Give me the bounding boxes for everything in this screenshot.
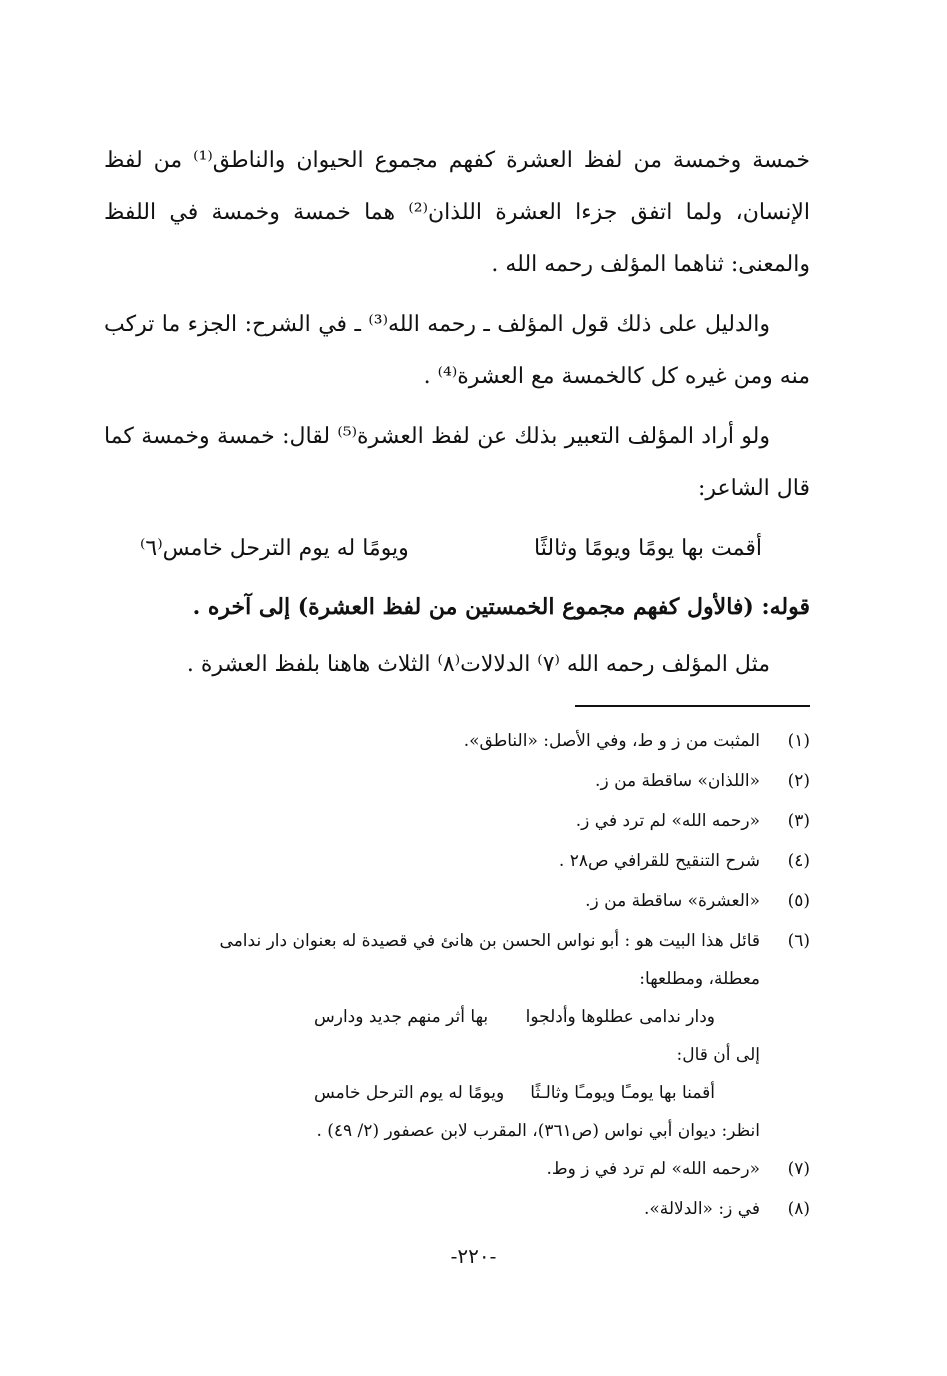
- footnote-6-continuation: إلى أن قال:: [676, 1045, 760, 1065]
- footnote-1: [104, 721, 810, 761]
- footnote-number: (٢): [787, 771, 810, 791]
- footnote-text: شرح التنقيح للقرافي ص٢٨ .: [558, 851, 760, 871]
- footnote-number: (٥): [787, 891, 810, 911]
- footnote-text: «العشرة» ساقطة من ز.: [585, 891, 760, 911]
- footnote-4: [104, 841, 810, 881]
- page-body: [104, 135, 810, 1295]
- footnote-text: المثبت من ز و ط، وفي الأصل: «الناطق».: [463, 731, 760, 751]
- footnote-separator: [575, 705, 810, 707]
- footnote-7: [104, 1149, 810, 1189]
- footnote-number: (٤): [787, 851, 810, 871]
- footnote-6-reference: انظر: ديوان أبي نواس (ص٣٦١)، المقرب لابن عصفور (٢/ ٤٩) .: [316, 1121, 760, 1141]
- paragraph-1: خمسة وخمسة من لفظ العشرة كفهم مجموع الحيوان والناطق⁽¹⁾ من لفظ الإنسان، ولما اتفق جزءا العشرة اللذان⁽²⁾ هما خمسة وخمسة في اللفظ والمعنى: ثناهما المؤلف رحمه الله .: [104, 148, 810, 277]
- poem-first-hemistich: ودار ندامى عطلوها وأدلجوا: [525, 1007, 715, 1027]
- footnote-number: (٧): [787, 1159, 810, 1179]
- page-number: -٢٢٠-: [450, 1244, 497, 1268]
- footnote-3: [104, 801, 810, 841]
- footnote-text: «رحمه الله» لم ترد في ز وط.: [546, 1159, 760, 1179]
- paragraph-4: مثل المؤلف رحمه الله ⁽٧⁾ الدلالات⁽٨⁾ الثلاث هاهنا بلفظ العشرة .: [186, 652, 770, 677]
- footnote-number: (٣): [787, 811, 810, 831]
- bold-heading-line: قوله: (فالأول كفهم مجموع الخمستين من لفظ العشرة) إلى آخره .: [192, 594, 810, 620]
- footnote-number: (٨): [787, 1199, 810, 1219]
- footnote-number: (٦): [787, 931, 810, 951]
- footnote-text: قائل هذا البيت هو : أبو نواس الحسن بن هانئ في قصيدة له بعنوان دار ندامى: [219, 931, 760, 951]
- poem-first-hemistich: أقمت بها يومًا ويومًا وثالثًا: [534, 536, 762, 561]
- paragraph-3: ولو أراد المؤلف التعبير بذلك عن لفظ العشرة⁽⁵⁾ لقال: خمسة وخمسة كما قال الشاعر:: [104, 424, 810, 501]
- poem-first-hemistich: أقمنا بها يومـًا ويومـًا وثالـثًا: [530, 1083, 715, 1103]
- poem-second-hemistich: بها أثر منهم جديد ودارس: [314, 1007, 489, 1027]
- footnote-2: [104, 761, 810, 801]
- footnote-6: [104, 921, 810, 961]
- footnote-number: (١): [787, 731, 810, 751]
- footnote-6-poem-1: [104, 997, 810, 1037]
- poem-second-hemistich: ويومًا له يوم الترحل خامس⁽٦⁾: [140, 536, 409, 561]
- footnote-text: في ز: «الدلالة».: [643, 1199, 760, 1219]
- footnote-6-continuation: معطلة، ومطلعها:: [639, 969, 760, 989]
- footnote-text: «اللذان» ساقطة من ز.: [595, 771, 760, 791]
- poem-verse: [104, 523, 810, 575]
- paragraph-2: والدليل على ذلك قول المؤلف ـ رحمه الله⁽³⁾ ـ في الشرح: الجزء ما تركب منه ومن غيره كل كالخمسة مع العشرة⁽⁴⁾ .: [104, 312, 810, 389]
- footnote-5: [104, 881, 810, 921]
- footnote-6-poem-2: [104, 1073, 810, 1113]
- footnote-8: [104, 1189, 810, 1229]
- footnote-text: «رحمه الله» لم ترد في ز.: [575, 811, 760, 831]
- poem-second-hemistich: ويومًا له يوم الترحل خامس: [314, 1083, 505, 1103]
